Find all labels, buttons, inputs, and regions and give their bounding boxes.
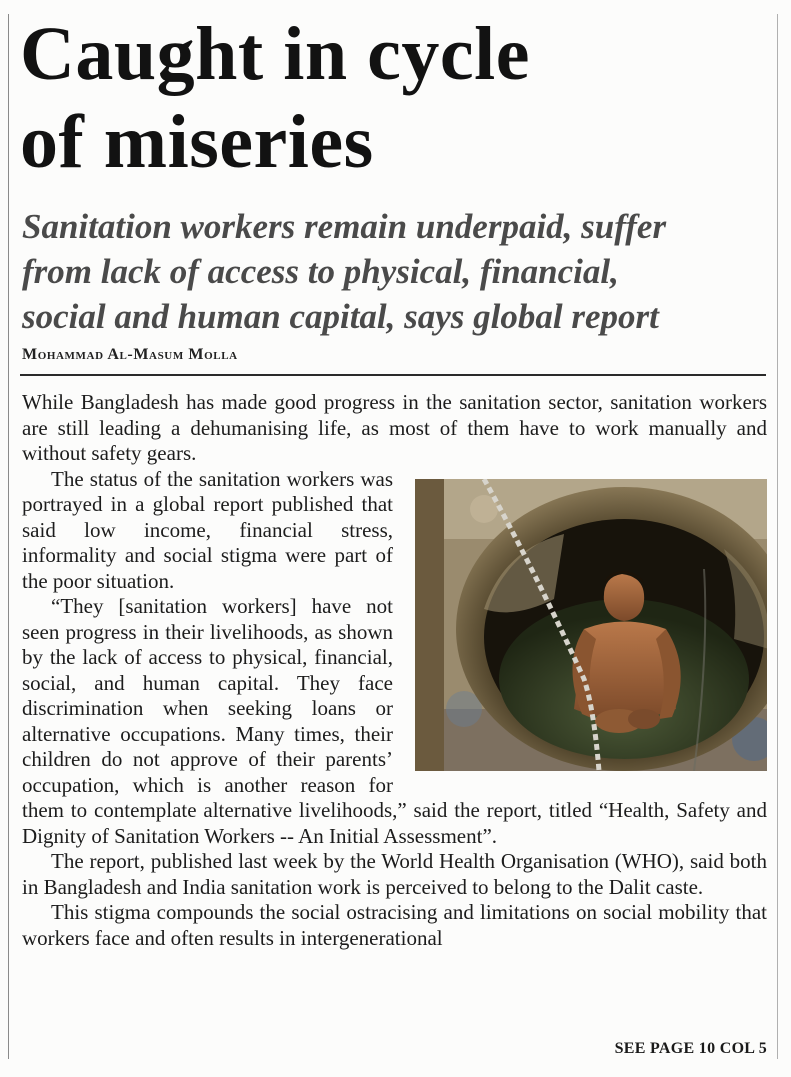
article-body [22, 390, 767, 951]
paragraph: The report, published last week by the World Health Organisation (WHO), said both in Bangladesh and India sanitation work is perceived to belong to the Dalit caste. [22, 849, 767, 899]
photo-sanitation-worker-in-manhole-icon [415, 479, 767, 771]
continuation-jump: SEE PAGE 10 COL 5 [614, 1040, 767, 1057]
paragraph: While Bangladesh has made good progress in the sanitation sector, sanitation workers are still leading a dehumanising life, as most of them have to work manually and without safety gears. [22, 390, 767, 465]
byline-divider [20, 374, 766, 376]
left-column-rule [8, 14, 9, 1059]
right-column-rule [777, 14, 778, 1059]
headline-line: of miseries [20, 100, 374, 184]
subheadline [22, 204, 774, 339]
headline [20, 10, 775, 186]
byline: Mohammad Al-Masum Molla [22, 346, 238, 363]
headline-line: Caught in cycle [20, 12, 530, 96]
subheadline-line: social and human capital, says global report [22, 297, 659, 336]
subheadline-line: Sanitation workers remain underpaid, suffer [22, 207, 667, 246]
paragraph-text: The status of the sanitation workers was portrayed in a global report published that said low income, financial stress, informality and social stigma were part of the poor situation. [22, 466, 393, 593]
paragraph-with-photo [22, 467, 767, 595]
paragraph: This stigma compounds the social ostracising and limitations on social mobility that workers face and often results in intergenerational [22, 900, 767, 950]
paragraph: “They [sanitation workers] have not seen progress in their livelihoods, as shown by the lack of access to physical, financial, social, and human capital. They face discrimination when seeking loans or alternative occupations. Many times, their children do not approve of their parents’ occupation, which is another reason for them to contemplate alternative livelihoods,” said the report, titled “Health, Safety and Dignity of Sanitation Workers -- An Initial Assessment”. [22, 594, 767, 848]
subheadline-line: from lack of access to physical, financial, [22, 252, 619, 291]
